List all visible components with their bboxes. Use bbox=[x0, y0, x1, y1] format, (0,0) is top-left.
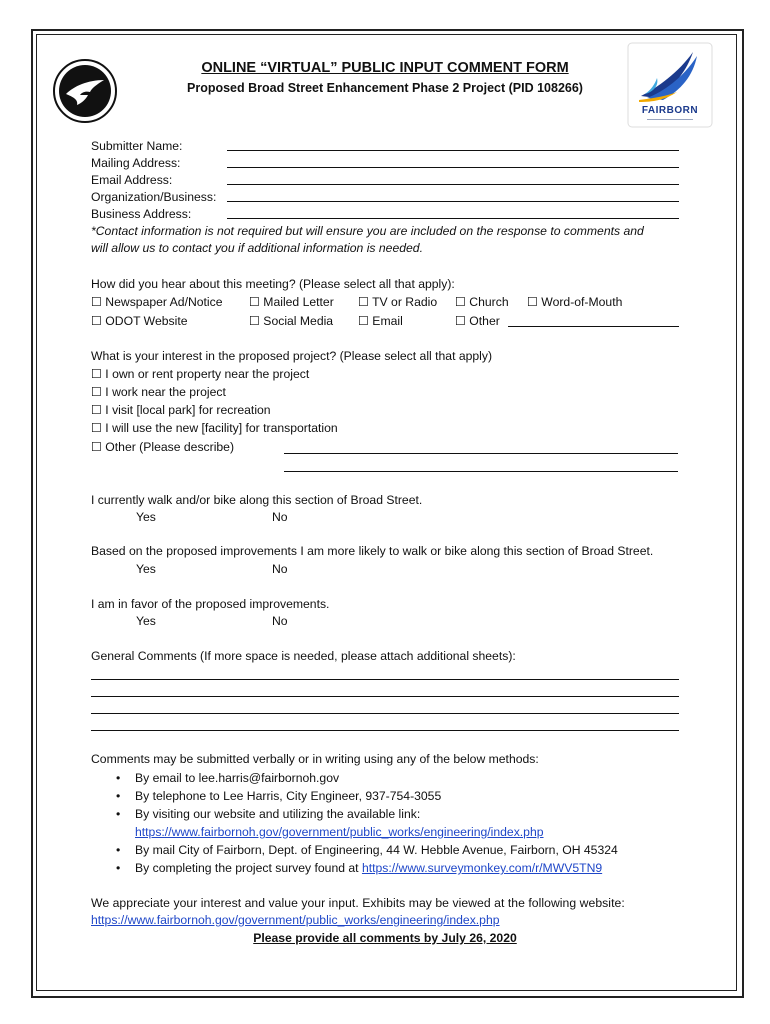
interest-work-checkbox[interactable]: ☐ I work near the project bbox=[91, 385, 226, 399]
likely-no-option[interactable]: No bbox=[272, 562, 288, 576]
submission-website-text: By visiting our website and utilizing the available link: bbox=[135, 807, 421, 821]
hear-email-checkbox[interactable]: ☐ Email bbox=[358, 314, 403, 328]
submission-intro: Comments may be submitted verbally or in writing using any of the below methods: bbox=[91, 752, 539, 766]
fairborn-logo-tagline-rule bbox=[647, 119, 693, 120]
submission-survey-item bbox=[116, 859, 618, 877]
comments-line-4[interactable] bbox=[91, 730, 679, 731]
fairborn-logo bbox=[627, 42, 713, 128]
odot-logo-icon bbox=[52, 58, 118, 124]
business-address-label: Business Address: bbox=[91, 207, 192, 221]
walk-no-option[interactable]: No bbox=[272, 510, 288, 524]
business-address-field[interactable] bbox=[227, 218, 679, 219]
deadline-text: Please provide all comments by July 26, 2020 bbox=[253, 931, 517, 945]
form-title: ONLINE “VIRTUAL” PUBLIC INPUT COMMENT FORM bbox=[201, 60, 569, 76]
organization-label: Organization/Business: bbox=[91, 190, 217, 204]
hear-social-checkbox[interactable]: ☐ Social Media bbox=[249, 314, 334, 328]
submission-website-link[interactable]: https://www.fairbornoh.gov/government/public_works/engineering/index.php bbox=[135, 825, 544, 839]
favor-yes-option[interactable]: Yes bbox=[136, 614, 156, 628]
hear-mailed-checkbox[interactable]: ☐ Mailed Letter bbox=[249, 295, 334, 309]
comments-line-1[interactable] bbox=[91, 679, 679, 680]
submission-survey-text: By completing the project survey found at bbox=[135, 861, 359, 875]
comments-line-3[interactable] bbox=[91, 713, 679, 714]
contact-note-line2: will allow us to contact you if additional information is needed. bbox=[91, 241, 423, 255]
walk-yes-option[interactable]: Yes bbox=[136, 510, 156, 524]
fairborn-logo-text: FAIRBORN bbox=[641, 105, 699, 116]
bullet-icon: • bbox=[116, 861, 121, 875]
interest-question: What is your interest in the proposed project? (Please select all that apply) bbox=[91, 349, 493, 363]
interest-other-field-2[interactable] bbox=[284, 471, 678, 472]
favor-no-option[interactable]: No bbox=[272, 614, 288, 628]
submitter-name-label: Submitter Name: bbox=[91, 139, 183, 153]
contact-note-line1: *Contact information is not required but will ensure you are included on the response to comments and bbox=[91, 224, 644, 238]
submission-methods-list bbox=[116, 769, 618, 877]
hear-word-checkbox[interactable]: ☐ Word-of-Mouth bbox=[527, 295, 623, 309]
submission-mail-item bbox=[116, 841, 618, 859]
hear-church-checkbox[interactable]: ☐ Church bbox=[455, 295, 509, 309]
walk-question: I currently walk and/or bike along this section of Broad Street. bbox=[91, 493, 423, 507]
submission-mail-text: By mail City of Fairborn, Dept. of Engineering, 44 W. Hebble Avenue, Fairborn, OH 45324 bbox=[135, 843, 618, 857]
hear-newspaper-checkbox[interactable]: ☐ Newspaper Ad/Notice bbox=[91, 295, 223, 309]
submission-email-item bbox=[116, 769, 618, 787]
submission-phone-text: By telephone to Lee Harris, City Engineer, 937-754-3055 bbox=[135, 789, 442, 803]
submission-survey-link[interactable]: https://www.surveymonkey.com/r/MWV5TN9 bbox=[361, 861, 603, 875]
mailing-address-field[interactable] bbox=[227, 167, 679, 168]
mailing-address-label: Mailing Address: bbox=[91, 156, 181, 170]
submission-phone-item bbox=[116, 787, 618, 805]
likely-question: Based on the proposed improvements I am more likely to walk or bike along this section of Broad Street. bbox=[91, 544, 654, 558]
hear-other-field[interactable] bbox=[508, 326, 679, 327]
bullet-icon: • bbox=[116, 771, 121, 785]
bullet-icon: • bbox=[116, 843, 121, 857]
likely-yes-option[interactable]: Yes bbox=[136, 562, 156, 576]
email-address-field[interactable] bbox=[227, 184, 679, 185]
email-address-label: Email Address: bbox=[91, 173, 173, 187]
interest-use-checkbox[interactable]: ☐ I will use the new [facility] for transportation bbox=[91, 421, 338, 435]
hear-odot-checkbox[interactable]: ☐ ODOT Website bbox=[91, 314, 188, 328]
interest-other-checkbox[interactable]: ☐ Other (Please describe) bbox=[91, 440, 235, 454]
submitter-name-field[interactable] bbox=[227, 150, 679, 151]
form-subtitle: Proposed Broad Street Enhancement Phase 2 Project (PID 108266) bbox=[187, 81, 583, 95]
hear-question: How did you hear about this meeting? (Please select all that apply): bbox=[91, 277, 455, 291]
appreciate-text: We appreciate your interest and value your input. Exhibits may be viewed at the following website: bbox=[91, 896, 625, 910]
submission-email-text: By email to lee.harris@fairbornoh.gov bbox=[135, 771, 340, 785]
bullet-icon: • bbox=[116, 789, 121, 803]
hear-tv-checkbox[interactable]: ☐ TV or Radio bbox=[358, 295, 438, 309]
comments-line-2[interactable] bbox=[91, 696, 679, 697]
exhibits-link[interactable]: https://www.fairbornoh.gov/government/public_works/engineering/index.php bbox=[91, 913, 500, 927]
hear-other-checkbox[interactable]: ☐ Other bbox=[455, 314, 500, 328]
interest-other-field-1[interactable] bbox=[284, 453, 678, 454]
favor-question: I am in favor of the proposed improvements. bbox=[91, 597, 330, 611]
submission-website-item bbox=[116, 805, 618, 841]
comments-label: General Comments (If more space is needed, please attach additional sheets): bbox=[91, 649, 516, 663]
interest-own-checkbox[interactable]: ☐ I own or rent property near the project bbox=[91, 367, 310, 381]
bullet-icon: • bbox=[116, 807, 121, 821]
organization-field[interactable] bbox=[227, 201, 679, 202]
interest-visit-checkbox[interactable]: ☐ I visit [local park] for recreation bbox=[91, 403, 271, 417]
